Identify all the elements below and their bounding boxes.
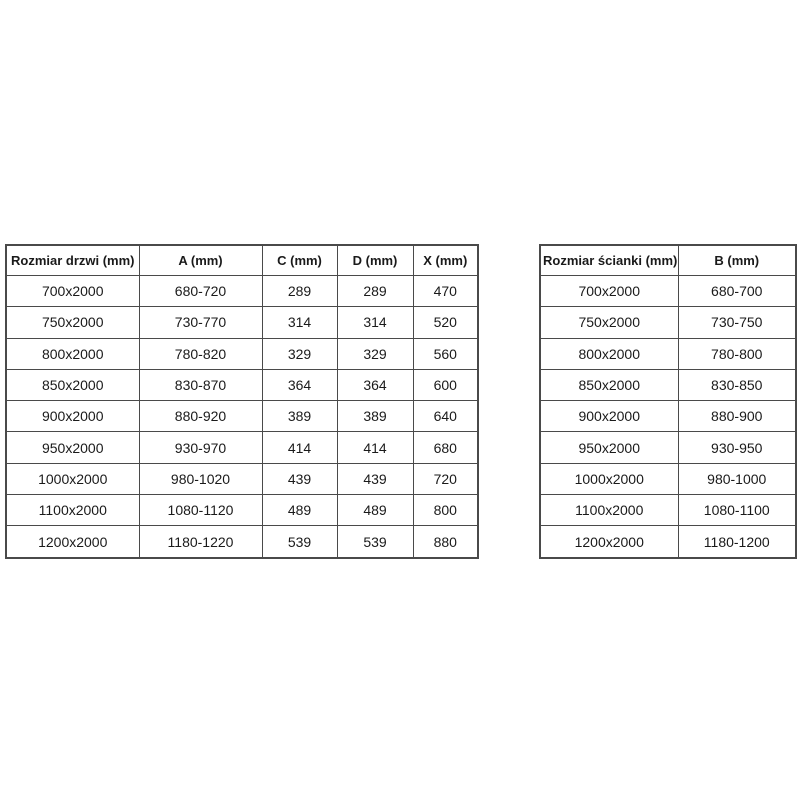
table-cell: 1080-1120	[139, 495, 262, 526]
table-row	[6, 401, 478, 432]
table-cell: 489	[337, 495, 413, 526]
table-cell: 314	[262, 307, 337, 338]
table-cell: 364	[337, 369, 413, 400]
header-cell: C (mm)	[262, 245, 337, 276]
table-row	[6, 307, 478, 338]
table-cell: 600	[413, 369, 478, 400]
table-cell: 880	[413, 526, 478, 558]
table-cell: 680-720	[139, 276, 262, 307]
table-cell: 539	[337, 526, 413, 558]
header-row	[6, 245, 478, 276]
table-row	[540, 369, 796, 400]
table-cell: 930-950	[678, 432, 796, 463]
table-cell: 800x2000	[540, 338, 678, 369]
wall-sizes-table	[539, 244, 797, 559]
table-row	[6, 338, 478, 369]
table-cell: 1000x2000	[540, 463, 678, 494]
header-row	[540, 245, 796, 276]
header-cell: D (mm)	[337, 245, 413, 276]
table-cell: 900x2000	[6, 401, 139, 432]
table-row	[6, 276, 478, 307]
table-cell: 850x2000	[540, 369, 678, 400]
table-cell: 780-820	[139, 338, 262, 369]
table-cell: 800	[413, 495, 478, 526]
table-cell: 1180-1200	[678, 526, 796, 558]
table-row	[540, 432, 796, 463]
table-cell: 880-900	[678, 401, 796, 432]
table-cell: 680-700	[678, 276, 796, 307]
table-cell: 980-1000	[678, 463, 796, 494]
table-cell: 830-850	[678, 369, 796, 400]
table-row	[540, 495, 796, 526]
table-cell: 489	[262, 495, 337, 526]
table-cell: 780-800	[678, 338, 796, 369]
table-cell: 539	[262, 526, 337, 558]
table-cell: 680	[413, 432, 478, 463]
table-cell: 1100x2000	[6, 495, 139, 526]
table-cell: 314	[337, 307, 413, 338]
table-row	[540, 307, 796, 338]
table-cell: 414	[337, 432, 413, 463]
table-cell: 950x2000	[540, 432, 678, 463]
table-cell: 750x2000	[6, 307, 139, 338]
table-cell: 900x2000	[540, 401, 678, 432]
table-cell: 414	[262, 432, 337, 463]
table-cell: 1200x2000	[6, 526, 139, 558]
table-cell: 329	[337, 338, 413, 369]
table-cell: 470	[413, 276, 478, 307]
table-cell: 850x2000	[6, 369, 139, 400]
table-cell: 389	[337, 401, 413, 432]
door-sizes-table	[5, 244, 479, 559]
table-cell: 950x2000	[6, 432, 139, 463]
table-cell: 1100x2000	[540, 495, 678, 526]
table-cell: 1200x2000	[540, 526, 678, 558]
header-cell: X (mm)	[413, 245, 478, 276]
table-row	[540, 526, 796, 558]
table-row	[540, 463, 796, 494]
table-row	[6, 432, 478, 463]
table-row	[540, 401, 796, 432]
table-cell: 930-970	[139, 432, 262, 463]
table-cell: 289	[262, 276, 337, 307]
header-cell: Rozmiar drzwi (mm)	[6, 245, 139, 276]
table-row	[540, 338, 796, 369]
header-cell: B (mm)	[678, 245, 796, 276]
table-cell: 830-870	[139, 369, 262, 400]
table-cell: 364	[262, 369, 337, 400]
header-cell: A (mm)	[139, 245, 262, 276]
table-cell: 730-750	[678, 307, 796, 338]
table-cell: 1000x2000	[6, 463, 139, 494]
table-cell: 880-920	[139, 401, 262, 432]
table-cell: 439	[262, 463, 337, 494]
table-cell: 329	[262, 338, 337, 369]
table-cell: 439	[337, 463, 413, 494]
table-cell: 980-1020	[139, 463, 262, 494]
table-cell: 640	[413, 401, 478, 432]
table-cell: 800x2000	[6, 338, 139, 369]
table-cell: 1180-1220	[139, 526, 262, 558]
table-row	[6, 369, 478, 400]
table-cell: 389	[262, 401, 337, 432]
header-cell: Rozmiar ścianki (mm)	[540, 245, 678, 276]
table-cell: 520	[413, 307, 478, 338]
table-cell: 720	[413, 463, 478, 494]
table-row	[6, 495, 478, 526]
table-cell: 700x2000	[6, 276, 139, 307]
table-cell: 750x2000	[540, 307, 678, 338]
table-cell: 289	[337, 276, 413, 307]
table-cell: 1080-1100	[678, 495, 796, 526]
table-row	[6, 526, 478, 558]
table-row	[540, 276, 796, 307]
table-cell: 560	[413, 338, 478, 369]
table-cell: 730-770	[139, 307, 262, 338]
table-cell: 700x2000	[540, 276, 678, 307]
table-row	[6, 463, 478, 494]
